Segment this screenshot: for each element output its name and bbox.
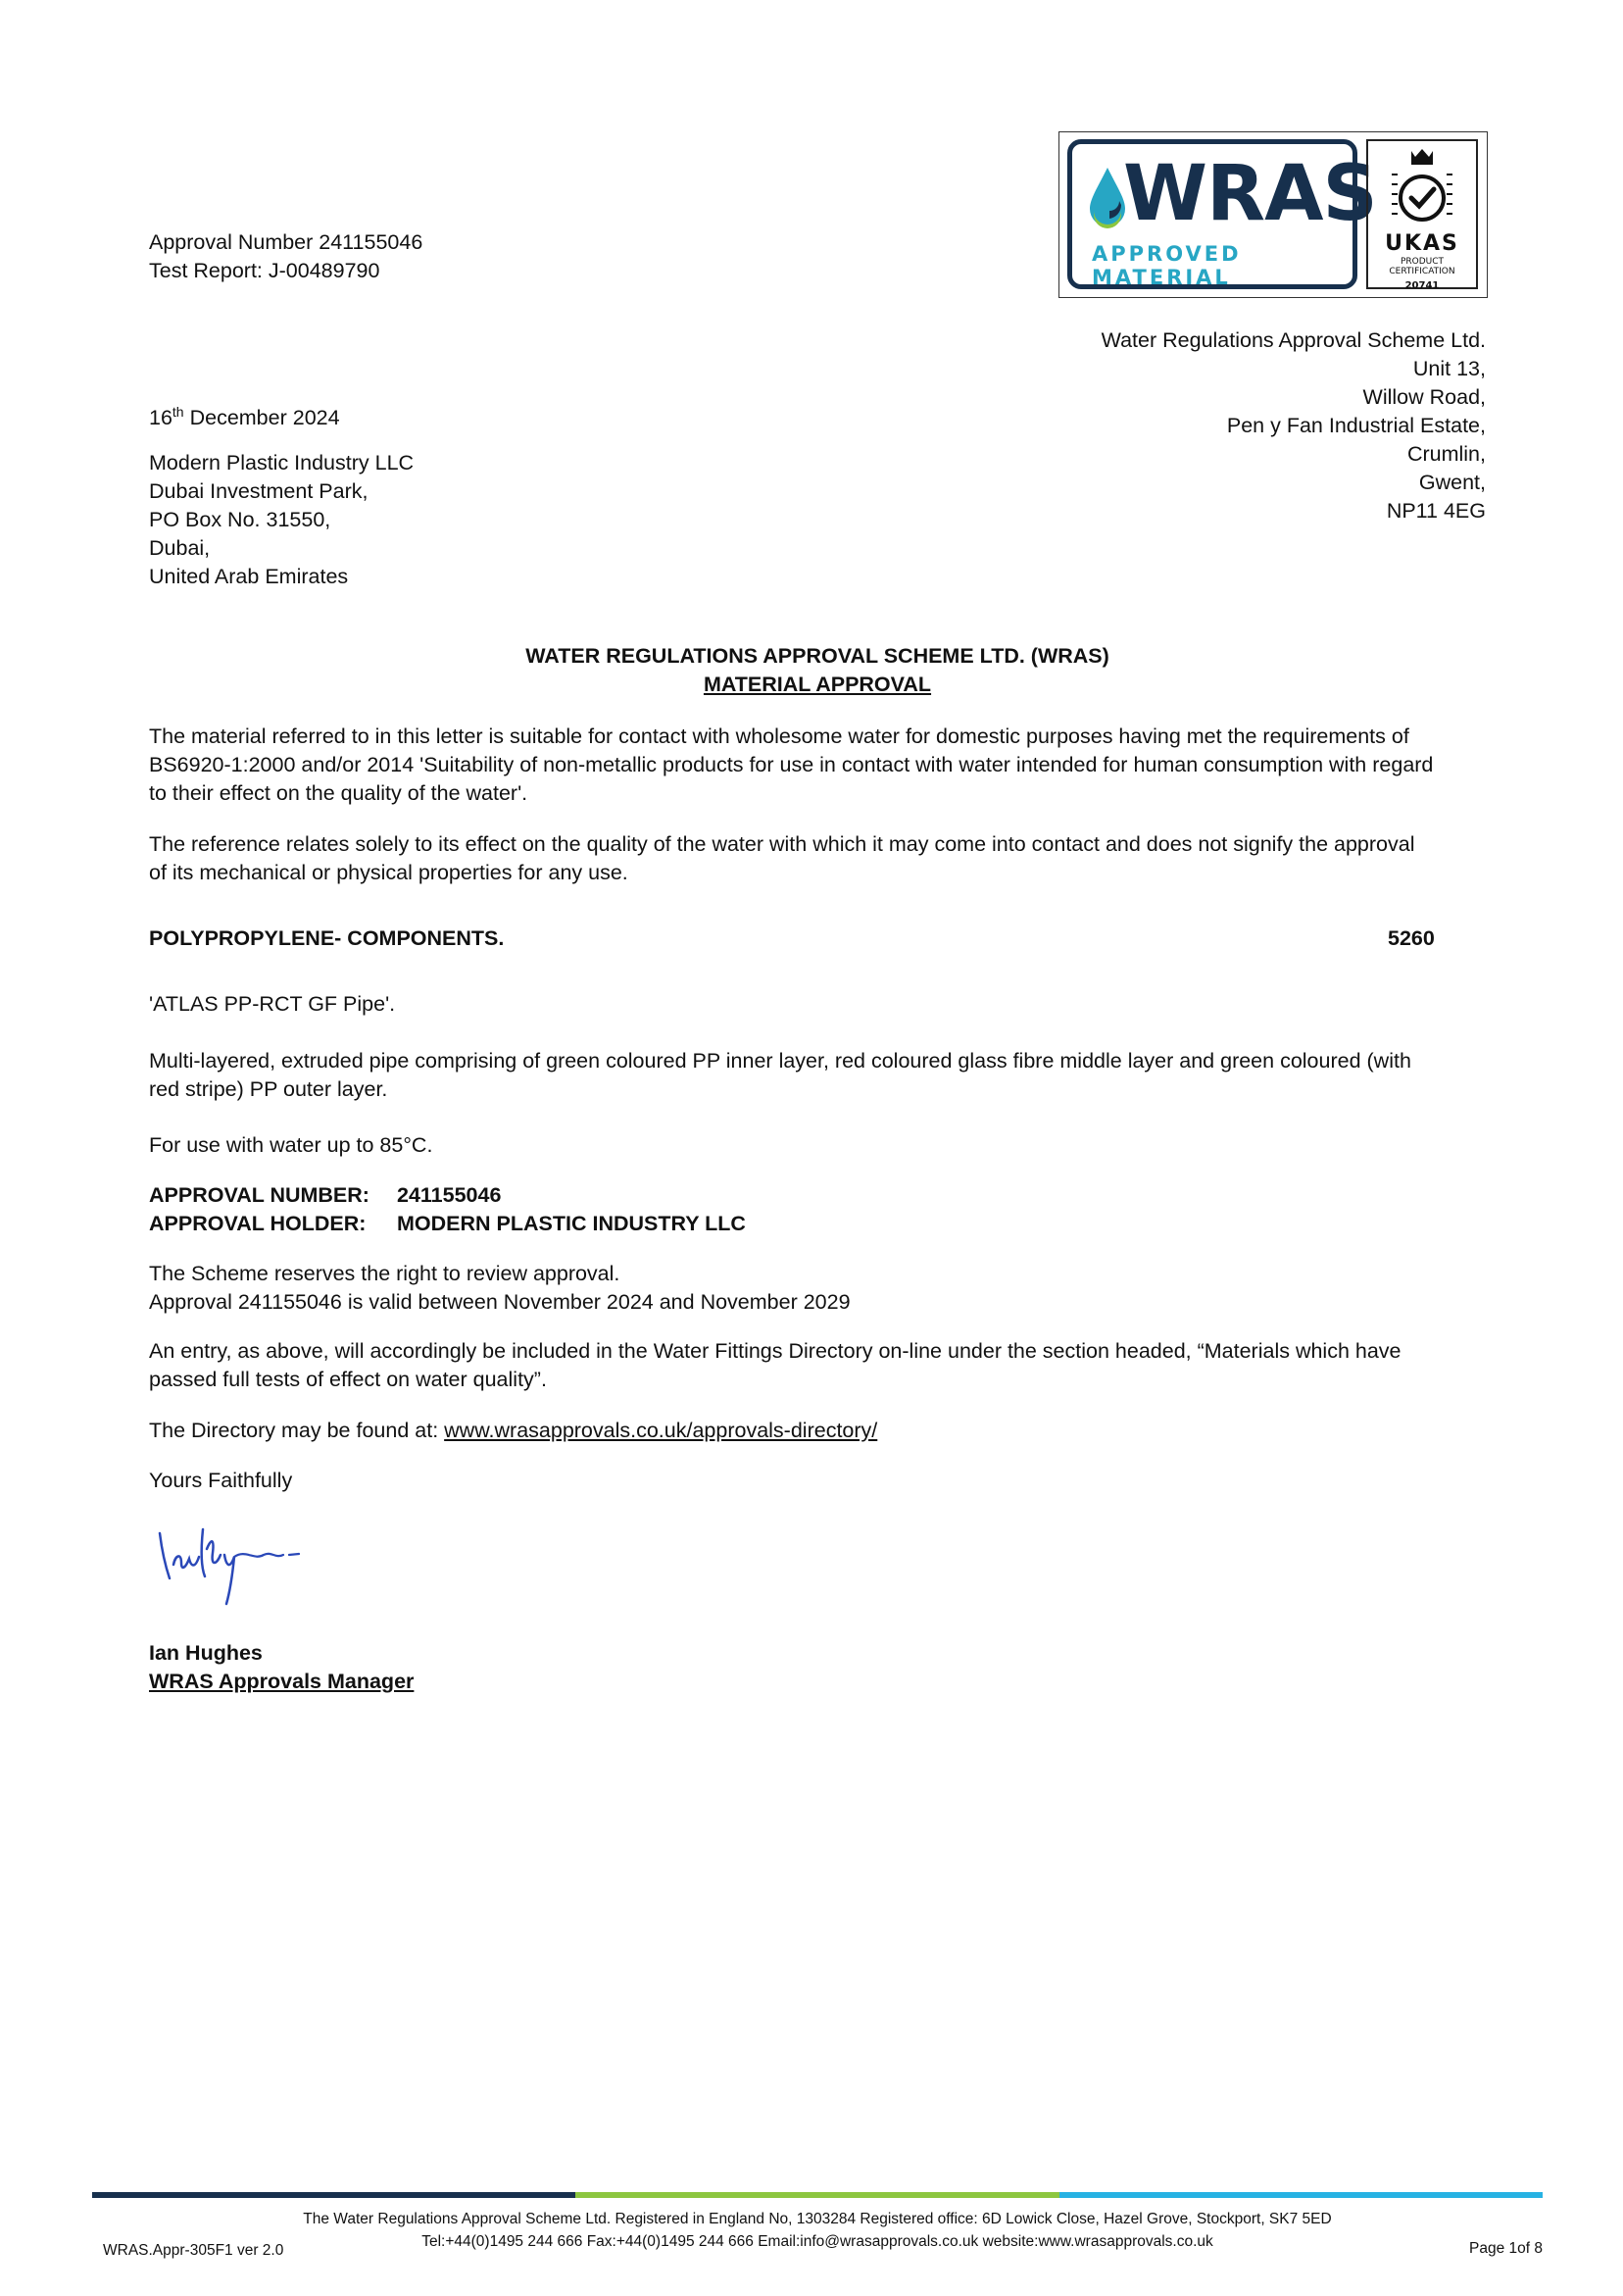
sender-address-line: Unit 13, <box>1412 357 1486 380</box>
approval-holder-value: MODERN PLASTIC INDUSTRY LLC <box>397 1212 746 1235</box>
approval-details <box>149 1181 746 1238</box>
footer-registration: The Water Regulations Approval Scheme Ltd. Registered in England No, 1303284 Registered office: 6D Lowick Close, Hazel Grove, Stockport, SK7 5ED <box>303 2211 1332 2227</box>
approval-number-value: 241155046 <box>397 1183 502 1207</box>
recipient-address-line: United Arab Emirates <box>149 565 349 588</box>
sender-address-line: Water Regulations Approval Scheme Ltd. <box>1101 328 1486 352</box>
recipient-address-line: Modern Plastic Industry LLC <box>149 451 415 474</box>
signatory <box>149 1639 414 1696</box>
material-heading: POLYPROPYLENE- COMPONENTS. <box>149 926 505 950</box>
validity-statement: The Scheme reserves the right to review approval. Approval 241155046 is valid between November 2024 and November 2029 <box>149 1262 851 1314</box>
page-number: Page 1of 8 <box>1469 2240 1543 2257</box>
recipient-address-line: Dubai, <box>149 536 211 560</box>
ukas-number: 20741 <box>1404 280 1440 291</box>
footer-color-bar <box>92 2192 1543 2198</box>
signatory-title: WRAS Approvals Manager <box>149 1670 415 1693</box>
signature-image <box>152 1520 309 1608</box>
approval-number-label: APPROVAL NUMBER: <box>149 1183 369 1207</box>
directory-location: The Directory may be found at: www.wrasapprovals.co.uk/approvals-directory/ <box>149 1419 878 1442</box>
ukas-wordmark: UKAS <box>1385 231 1459 256</box>
footer-contact: Tel:+44(0)1495 244 666 Fax:+44(0)1495 244 666 Email:info@wrasapprovals.co.uk website:www.wrasapprovals.co.uk <box>421 2233 1213 2250</box>
form-reference: WRAS.Appr-305F1 ver 2.0 <box>103 2242 284 2259</box>
letter-date: 16th December 2024 <box>149 404 340 430</box>
ukas-certification-label: CERTIFICATION <box>1389 267 1455 276</box>
signatory-name: Ian Hughes <box>149 1641 263 1665</box>
product-name: 'ATLAS PP-RCT GF Pipe'. <box>149 992 396 1016</box>
approval-reference <box>149 228 422 285</box>
usage-statement: For use with water up to 85°C. <box>149 1133 433 1157</box>
ukas-product-label: PRODUCT <box>1400 257 1445 267</box>
wras-wordmark: WRAS <box>1123 150 1377 238</box>
sender-address-line: NP11 4EG <box>1386 499 1486 523</box>
recipient-address-line: Dubai Investment Park, <box>149 479 369 503</box>
directory-link[interactable]: www.wrasapprovals.co.uk/approvals-directory/ <box>444 1419 878 1442</box>
approval-number-line: Approval Number 241155046 <box>149 230 423 254</box>
sender-address-line: Crumlin, <box>1406 442 1486 466</box>
water-drop-icon <box>1088 166 1127 228</box>
product-description: Multi-layered, extruded pipe comprising of green coloured PP inner layer, red coloured glass fibre middle layer and green coloured (with red stripe) PP outer layer. <box>149 1049 1411 1101</box>
sender-address-line: Pen y Fan Industrial Estate, <box>1226 414 1486 437</box>
footer-bar-green <box>575 2192 1058 2198</box>
ukas-mark <box>1366 139 1478 289</box>
recipient-address <box>149 449 414 591</box>
sender-address-line: Willow Road, <box>1362 385 1486 409</box>
sender-address-line: Gwent, <box>1418 471 1486 494</box>
footer-bar-navy <box>92 2192 575 2198</box>
crown-tick-icon <box>1388 145 1456 231</box>
material-code: 5260 <box>1388 926 1435 950</box>
title-line-2: MATERIAL APPROVAL <box>703 673 932 696</box>
directory-entry-statement: An entry, as above, will accordingly be included in the Water Fittings Directory on-line under the section headed, “Materials which have passed full tests of effect on water quality”. <box>149 1339 1402 1391</box>
letter-title <box>149 642 1486 699</box>
closing: Yours Faithfully <box>149 1469 293 1492</box>
footer-bar-blue <box>1059 2192 1543 2198</box>
recipient-address-line: PO Box No. 31550, <box>149 508 331 531</box>
approved-material-caption: APPROVED MATERIAL <box>1092 242 1242 289</box>
approval-holder-label: APPROVAL HOLDER: <box>149 1212 367 1235</box>
title-line-1: WATER REGULATIONS APPROVAL SCHEME LTD. (WRAS) <box>525 644 1109 668</box>
test-report-line: Test Report: J-00489790 <box>149 259 380 282</box>
certification-logo <box>1058 131 1488 298</box>
paragraph-reference-scope: The reference relates solely to its effect on the quality of the water with which it may come into contact and does not signify the approval of its mechanical or physical properties for any use. <box>149 832 1415 884</box>
wras-approved-material-badge <box>1067 139 1377 289</box>
sender-address <box>882 326 1486 525</box>
paragraph-suitability: The material referred to in this letter is suitable for contact with wholesome water for domestic purposes having met the requirements of BS6920-1:2000 and/or 2014 'Suitability of non-metallic products for use in contact with water intended for human consumption with regard to their effect on the quality of the water'. <box>149 724 1434 805</box>
